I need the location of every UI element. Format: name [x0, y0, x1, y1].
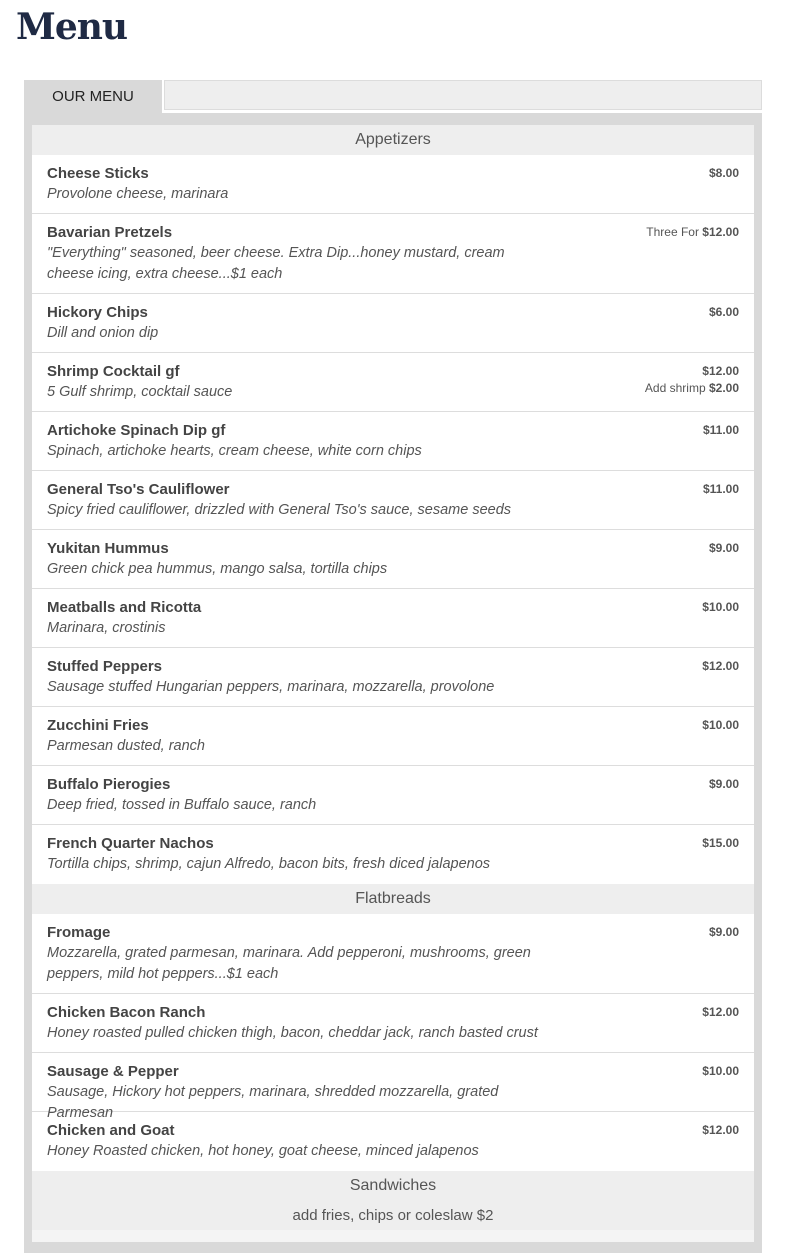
price-amount: $10.00 — [702, 718, 739, 732]
section-note-sandwiches: add fries, chips or coleslaw $2 — [32, 1201, 754, 1230]
item-price — [702, 599, 739, 616]
menu-item — [32, 1053, 754, 1121]
price-amount: $12.00 — [702, 364, 739, 378]
price-amount: $10.00 — [702, 1064, 739, 1078]
price-amount: $6.00 — [708, 305, 739, 319]
item-price — [702, 717, 739, 734]
item-name: Bavarian Pretzels — [47, 224, 173, 241]
tab-bar-filler — [164, 80, 762, 110]
item-description: "Everything" seasoned, beer cheese. Extra Dip...honey mustard, cream cheese icing, extra cheese...$1 each — [47, 245, 505, 282]
price-amount: $9.00 — [708, 777, 739, 791]
item-name: Fromage — [47, 924, 111, 941]
price-amount: $12.00 — [702, 1123, 739, 1137]
item-name: Zucchini Fries — [47, 717, 149, 734]
extra-price: $2.00 — [708, 381, 739, 395]
item-name: General Tso's Cauliflower — [47, 481, 230, 498]
item-name: Sausage & Pepper — [47, 1063, 179, 1080]
item-description: Green chick pea hummus, mango salsa, tortilla chips — [47, 561, 388, 577]
menu-item — [32, 914, 754, 994]
menu-item — [32, 825, 754, 884]
item-description: Honey Roasted chicken, hot honey, goat cheese, minced jalapenos — [47, 1143, 479, 1159]
price-prefix: Three For — [646, 225, 699, 239]
menu-item — [32, 471, 754, 530]
item-description: Deep fried, tossed in Buffalo sauce, ranch — [47, 797, 317, 813]
section-header-flatbreads: Flatbreads — [32, 884, 754, 914]
item-price — [702, 1122, 739, 1139]
item-name: Yukitan Hummus — [47, 540, 169, 557]
menu-item — [32, 766, 754, 825]
item-price — [645, 363, 739, 397]
item-price — [703, 422, 739, 439]
item-price — [702, 1004, 739, 1021]
page-title: Menu — [16, 6, 128, 48]
section-header-appetizers: Appetizers — [32, 125, 754, 155]
section-header-sandwiches: Sandwiches — [32, 1171, 754, 1201]
menu-list — [32, 125, 754, 1242]
item-name: Artichoke Spinach Dip gf — [47, 422, 226, 439]
item-description: 5 Gulf shrimp, cocktail sauce — [47, 384, 233, 400]
item-name: Stuffed Peppers — [47, 658, 163, 675]
item-price — [709, 165, 739, 182]
menu-item — [32, 648, 754, 707]
item-description: Tortilla chips, shrimp, cajun Alfredo, bacon bits, fresh diced jalapenos — [47, 856, 491, 872]
item-name: Cheese Sticks — [47, 165, 149, 182]
item-price — [702, 1063, 739, 1080]
item-description: Spinach, artichoke hearts, cream cheese, white corn chips — [47, 443, 422, 459]
item-name: Meatballs and Ricotta — [47, 599, 202, 616]
menu-item — [32, 214, 754, 294]
price-amount: $11.00 — [702, 423, 739, 437]
item-name: Chicken Bacon Ranch — [47, 1004, 206, 1021]
item-name: Hickory Chips — [47, 304, 148, 321]
price-amount: $8.00 — [708, 166, 739, 180]
item-description: Mozzarella, grated parmesan, marinara. Add pepperoni, mushrooms, green peppers, mild hot peppers...$1 each — [47, 945, 531, 982]
price-amount: $15.00 — [702, 836, 739, 850]
item-price — [703, 481, 739, 498]
item-description: Honey roasted pulled chicken thigh, bacon, cheddar jack, ranch basted crust — [47, 1025, 538, 1041]
price-amount: $11.00 — [702, 482, 739, 496]
price-amount: $12.00 — [702, 659, 739, 673]
item-description: Sausage stuffed Hungarian peppers, marinara, mozzarella, provolone — [47, 679, 495, 695]
price-amount: $12.00 — [702, 225, 739, 239]
item-name: French Quarter Nachos — [47, 835, 214, 852]
item-price — [709, 776, 739, 793]
price-amount: $10.00 — [702, 600, 739, 614]
item-name: Shrimp Cocktail gf — [47, 363, 180, 380]
menu-item — [32, 353, 754, 412]
menu-item — [32, 530, 754, 589]
price-amount: $9.00 — [708, 541, 739, 555]
price-amount: $9.00 — [708, 925, 739, 939]
menu-tab-bar — [24, 80, 762, 113]
menu-panel — [24, 113, 762, 1253]
item-price — [709, 924, 739, 941]
item-name: Chicken and Goat — [47, 1122, 175, 1139]
item-price — [646, 224, 739, 241]
item-name: Buffalo Pierogies — [47, 776, 171, 793]
menu-item — [32, 412, 754, 471]
menu-item — [32, 589, 754, 648]
item-description: Marinara, crostinis — [47, 620, 166, 636]
menu-item — [32, 707, 754, 766]
item-price — [702, 658, 739, 675]
menu-item — [32, 994, 754, 1053]
cut-off-menu-item — [32, 1230, 754, 1242]
item-price — [709, 540, 739, 557]
menu-item — [32, 1112, 754, 1171]
menu-item — [32, 155, 754, 214]
menu-item — [32, 294, 754, 353]
item-description: Spicy fried cauliflower, drizzled with General Tso's sauce, sesame seeds — [47, 502, 512, 518]
tab-our-menu[interactable]: OUR MENU — [24, 80, 162, 113]
item-price — [709, 304, 739, 321]
item-description: Provolone cheese, marinara — [47, 186, 229, 202]
item-description: Parmesan dusted, ranch — [47, 738, 205, 754]
price-amount: $12.00 — [702, 1005, 739, 1019]
item-price — [702, 835, 739, 852]
item-description: Sausage, Hickory hot peppers, marinara, shredded mozzarella, grated Parmesan — [47, 1084, 499, 1121]
item-description: Dill and onion dip — [47, 325, 159, 341]
extra-prefix: Add shrimp — [644, 381, 706, 395]
